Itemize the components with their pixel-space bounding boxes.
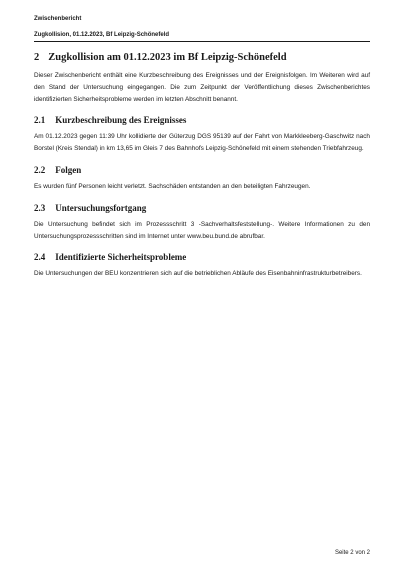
- subsection-heading: [34, 252, 370, 263]
- page-footer: [335, 549, 370, 557]
- header-divider: [34, 41, 370, 42]
- section-title: Zugkollision am 01.12.2023 im Bf Leipzig-Schönefeld: [48, 52, 287, 63]
- subsection-text: Die Untersuchung befindet sich im Prozessschritt 3 -Sachverhaltsfeststellung-. Weitere Informationen zu den Untersuchungsprozessschritten sind im Internet unter www.beu.bund.de abrufbar.: [34, 220, 370, 240]
- section-heading: [34, 51, 370, 64]
- header-report-type: Zwischenbericht: [34, 16, 82, 22]
- subsection-text: Am 01.12.2023 gegen 11:39 Uhr kollidierte der Güterzug DGS 95139 auf der Fahrt von Markkleeberg-Gaschwitz nach Borstel (Kreis Stendal) in km 13,65 im Gleis 7 des Bahnhofs Leipzig-Schönefeld mit einem stehenden Triebfahrzeug.: [34, 133, 370, 153]
- subsection-title: Folgen: [55, 164, 82, 175]
- subsection-number: 2.2: [34, 164, 46, 175]
- subsection-text: Die Untersuchungen der BEU konzentrieren sich auf die betrieblichen Abläufe des Eisenbahninfrastrukturbetreibers.: [34, 270, 362, 278]
- subsection-number: 2.1: [34, 115, 46, 126]
- section-intro: Dieser Zwischenbericht enthält eine Kurzbeschreibung des Ereignisses und der Ereignisfolgen. Im Weiteren wird auf den Stand der Untersuchung eingegangen. Die zum Zeitpunkt der Veröffentlichung dieses Zwischenberichtes identifizierten Sicherheitsprobleme werden im letzten Abschnitt benannt.: [34, 72, 370, 103]
- subsection-title: Kurzbeschreibung des Ereignisses: [55, 115, 187, 126]
- subsection-number: 2.3: [34, 202, 46, 213]
- subsection-heading: [34, 203, 370, 214]
- subsection-title: Identifizierte Sicherheitsprobleme: [55, 252, 187, 263]
- subsection-number: 2.4: [34, 252, 46, 263]
- subsection-title: Untersuchungsfortgang: [55, 202, 147, 213]
- document-body: [34, 51, 370, 280]
- subsection-text: Es wurden fünf Personen leicht verletzt. Sachschäden entstanden an den beteiligten Fahrzeugen.: [34, 182, 311, 190]
- page-number-label: Seite 2 von 2: [334, 550, 370, 556]
- subsection-heading: [34, 165, 370, 176]
- header-subject: Zugkollision, 01.12.2023, Bf Leipzig-Schönefeld: [34, 32, 170, 38]
- subsection-heading: [34, 115, 370, 126]
- section-number: 2: [34, 52, 40, 63]
